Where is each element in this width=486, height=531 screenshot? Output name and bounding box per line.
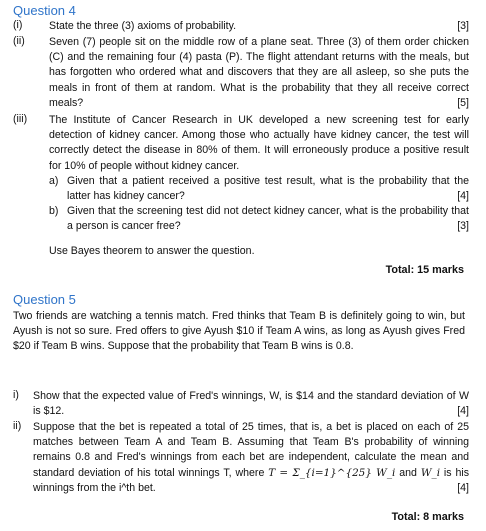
q4-part-iii-a-label: a) — [49, 174, 59, 187]
q5-intro: Two friends are watching a tennis match. Fred thinks that Team B is definitely going to win, but Ayush is not so sure. Fred offers to give Ayush $10 if Team A wins, as long as Ayush gives Fred $20 if Team B wins. Suppose that the probability that Team B wins is 0.8. — [13, 310, 465, 353]
q4-part-ii — [13, 35, 469, 111]
q4-part-ii-label: (ii) — [13, 35, 25, 47]
q4-part-iii-a-text: Given that a patient received a positive test result, what is the probability that the latter has kidney cancer? — [67, 174, 469, 203]
q4-part-iii-b-text: Given that the screening test did not detect kidney cancer, what is the probability that a person is cancer free? — [67, 205, 469, 233]
q4-part-iii — [13, 113, 469, 259]
q5-part-ii-label: ii) — [13, 420, 22, 432]
q5-part-ii-where: where — [235, 466, 265, 479]
q4-part-iii-a — [49, 174, 469, 204]
q5-part-i-text: Show that the expected value of Fred's winnings, W, is $14 and the standard deviation of W is $12. — [33, 390, 469, 418]
q4-part-ii-text: Seven (7) people sit on the middle row of a plane seat. Three (3) of them order chicken (C) and the remaining four (4) pasta (P). The flight attendant returns with the meals, but has forgotten who ordered what and discovers that they are all asleep, so she puts the meals in front of them at random. What is the probability that they all receive correct meals? — [49, 36, 469, 109]
bayes-note: Use Bayes theorem to answer the question. — [49, 244, 255, 257]
sum-formula: T = Σ_{i=1}^{25} W_i — [268, 466, 396, 479]
q5-part-ii-tail: is his winnings from the i^th bet. — [33, 466, 469, 494]
q4-part-iii-a-mark: [4] — [457, 190, 469, 203]
q5-part-ii-mark: [4] — [457, 481, 469, 494]
q4-part-i-mark: [3] — [457, 20, 469, 32]
question-4-title: Question 4 — [13, 3, 76, 18]
wi-symbol: W_i — [420, 466, 441, 479]
q4-part-i-label: (i) — [13, 19, 23, 31]
q5-part-i-mark: [4] — [457, 405, 469, 418]
q4-part-i — [13, 19, 469, 34]
q4-part-i-text: State the three (3) axioms of probability. — [49, 20, 237, 32]
q4-total: Total: 15 marks — [385, 264, 464, 276]
q5-part-i — [13, 389, 469, 419]
q4-part-ii-mark: [5] — [457, 96, 469, 109]
q5-part-ii — [13, 420, 469, 496]
q5-part-ii-and: and — [399, 466, 417, 479]
q4-part-iii-label: (iii) — [13, 113, 28, 125]
q4-part-iii-b-mark: [3] — [457, 220, 469, 233]
q5-total: Total: 8 marks — [391, 511, 464, 523]
q4-part-iii-b — [49, 204, 469, 234]
q5-part-ii-text: Suppose that the bet is repeated a total of 25 times, that is, a bet is placed on each of 25 matches between Team A and Team B. Assuming that Team B's probability of winning remains 0.8 and Fred's winnings from each bet are independent, calculate the mean and standard deviation of his total winnings T, — [33, 421, 469, 479]
q4-part-iii-b-label: b) — [49, 205, 59, 218]
question-5-title: Question 5 — [13, 292, 76, 307]
q4-part-iii-text: The Institute of Cancer Research in UK developed a new screening test for early detection of kidney cancer. Among those who actually have kidney cancer, the test will correctly detect the disease in 80% of them. It will erroneously produce a positive result for 10% of people without kidney cancer. — [49, 114, 469, 172]
q5-part-i-label: i) — [13, 389, 19, 401]
